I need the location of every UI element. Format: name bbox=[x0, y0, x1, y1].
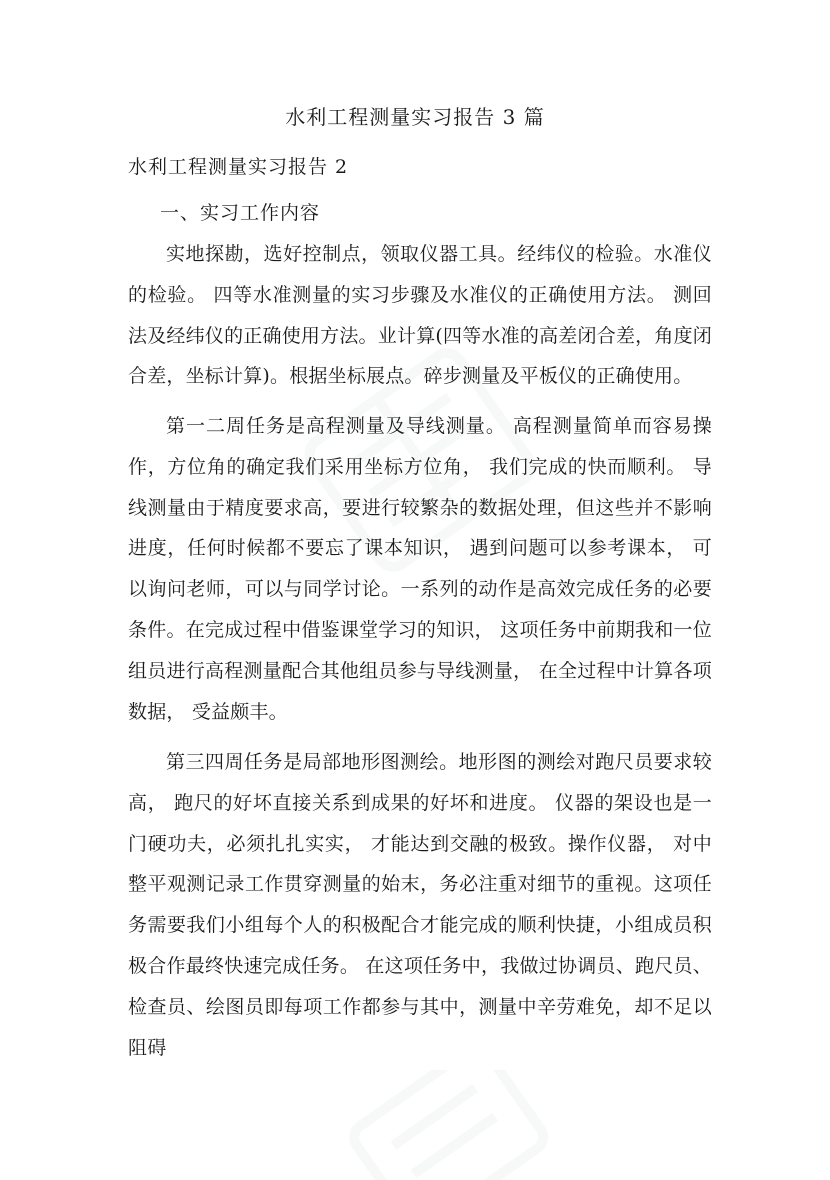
watermark-logo-icon bbox=[320, 1070, 560, 1180]
paragraph: 实地探勘，选好控制点，领取仪器工具。经纬仪的检验。水准仪的检验。 四等水准测量的实习步骤及水准仪的正确使用方法。 测回法及经纬仪的正确使用方法。业计算(四等水准的高差闭合差，角度闭合差，坐标计算)。根据坐标展点。碎步测量及平板仪的正确使用。 bbox=[128, 243, 712, 388]
document-subtitle: 水利工程测量实习报告 2 bbox=[128, 156, 349, 178]
paragraph: 第三四周任务是局部地形图测绘。地形图的测绘对跑尺员要求较高， 跑尺的好坏直接关系到成果的好坏和进度。 仪器的架设也是一门硬功夫，必须扎扎实实， 才能达到交融的极致。操作仪器， 对中整平观测记录工作贯穿测量的始末，务必注重对细节的重视。这项任务需要我们小组每个人的积极配合才能完成的顺利快捷，小组成员积极合作最终快速完成任务。 在这项任务中，我做过协调员、跑尺员、检查员、绘图员即每项工作都参与其中，测量中辛劳难免，却不足以阻碍 bbox=[128, 751, 712, 1059]
section-heading: 一、实习工作内容 bbox=[160, 202, 321, 224]
document-title: 水利工程测量实习报告 3 篇 bbox=[285, 105, 545, 129]
paragraph: 第一二周任务是高程测量及导线测量。 高程测量简单而容易操作，方位角的确定我们采用坐标方位角， 我们完成的快而顺利。 导线测量由于精度要求高，要进行较繁杂的数据处理，但这些并不影响进度，任何时候都不要忘了课本知识， 遇到问题可以参考课本， 可以询问老师，可以与同学讨论。一系列的动作是高效完成任务的必要条件。在完成过程中借鉴课堂学习的知识， 这项任务中前期我和一位组员进行高程测量配合其他组员参与导线测量， 在全过程中计算各项数据， 受益颇丰。 bbox=[128, 415, 712, 723]
